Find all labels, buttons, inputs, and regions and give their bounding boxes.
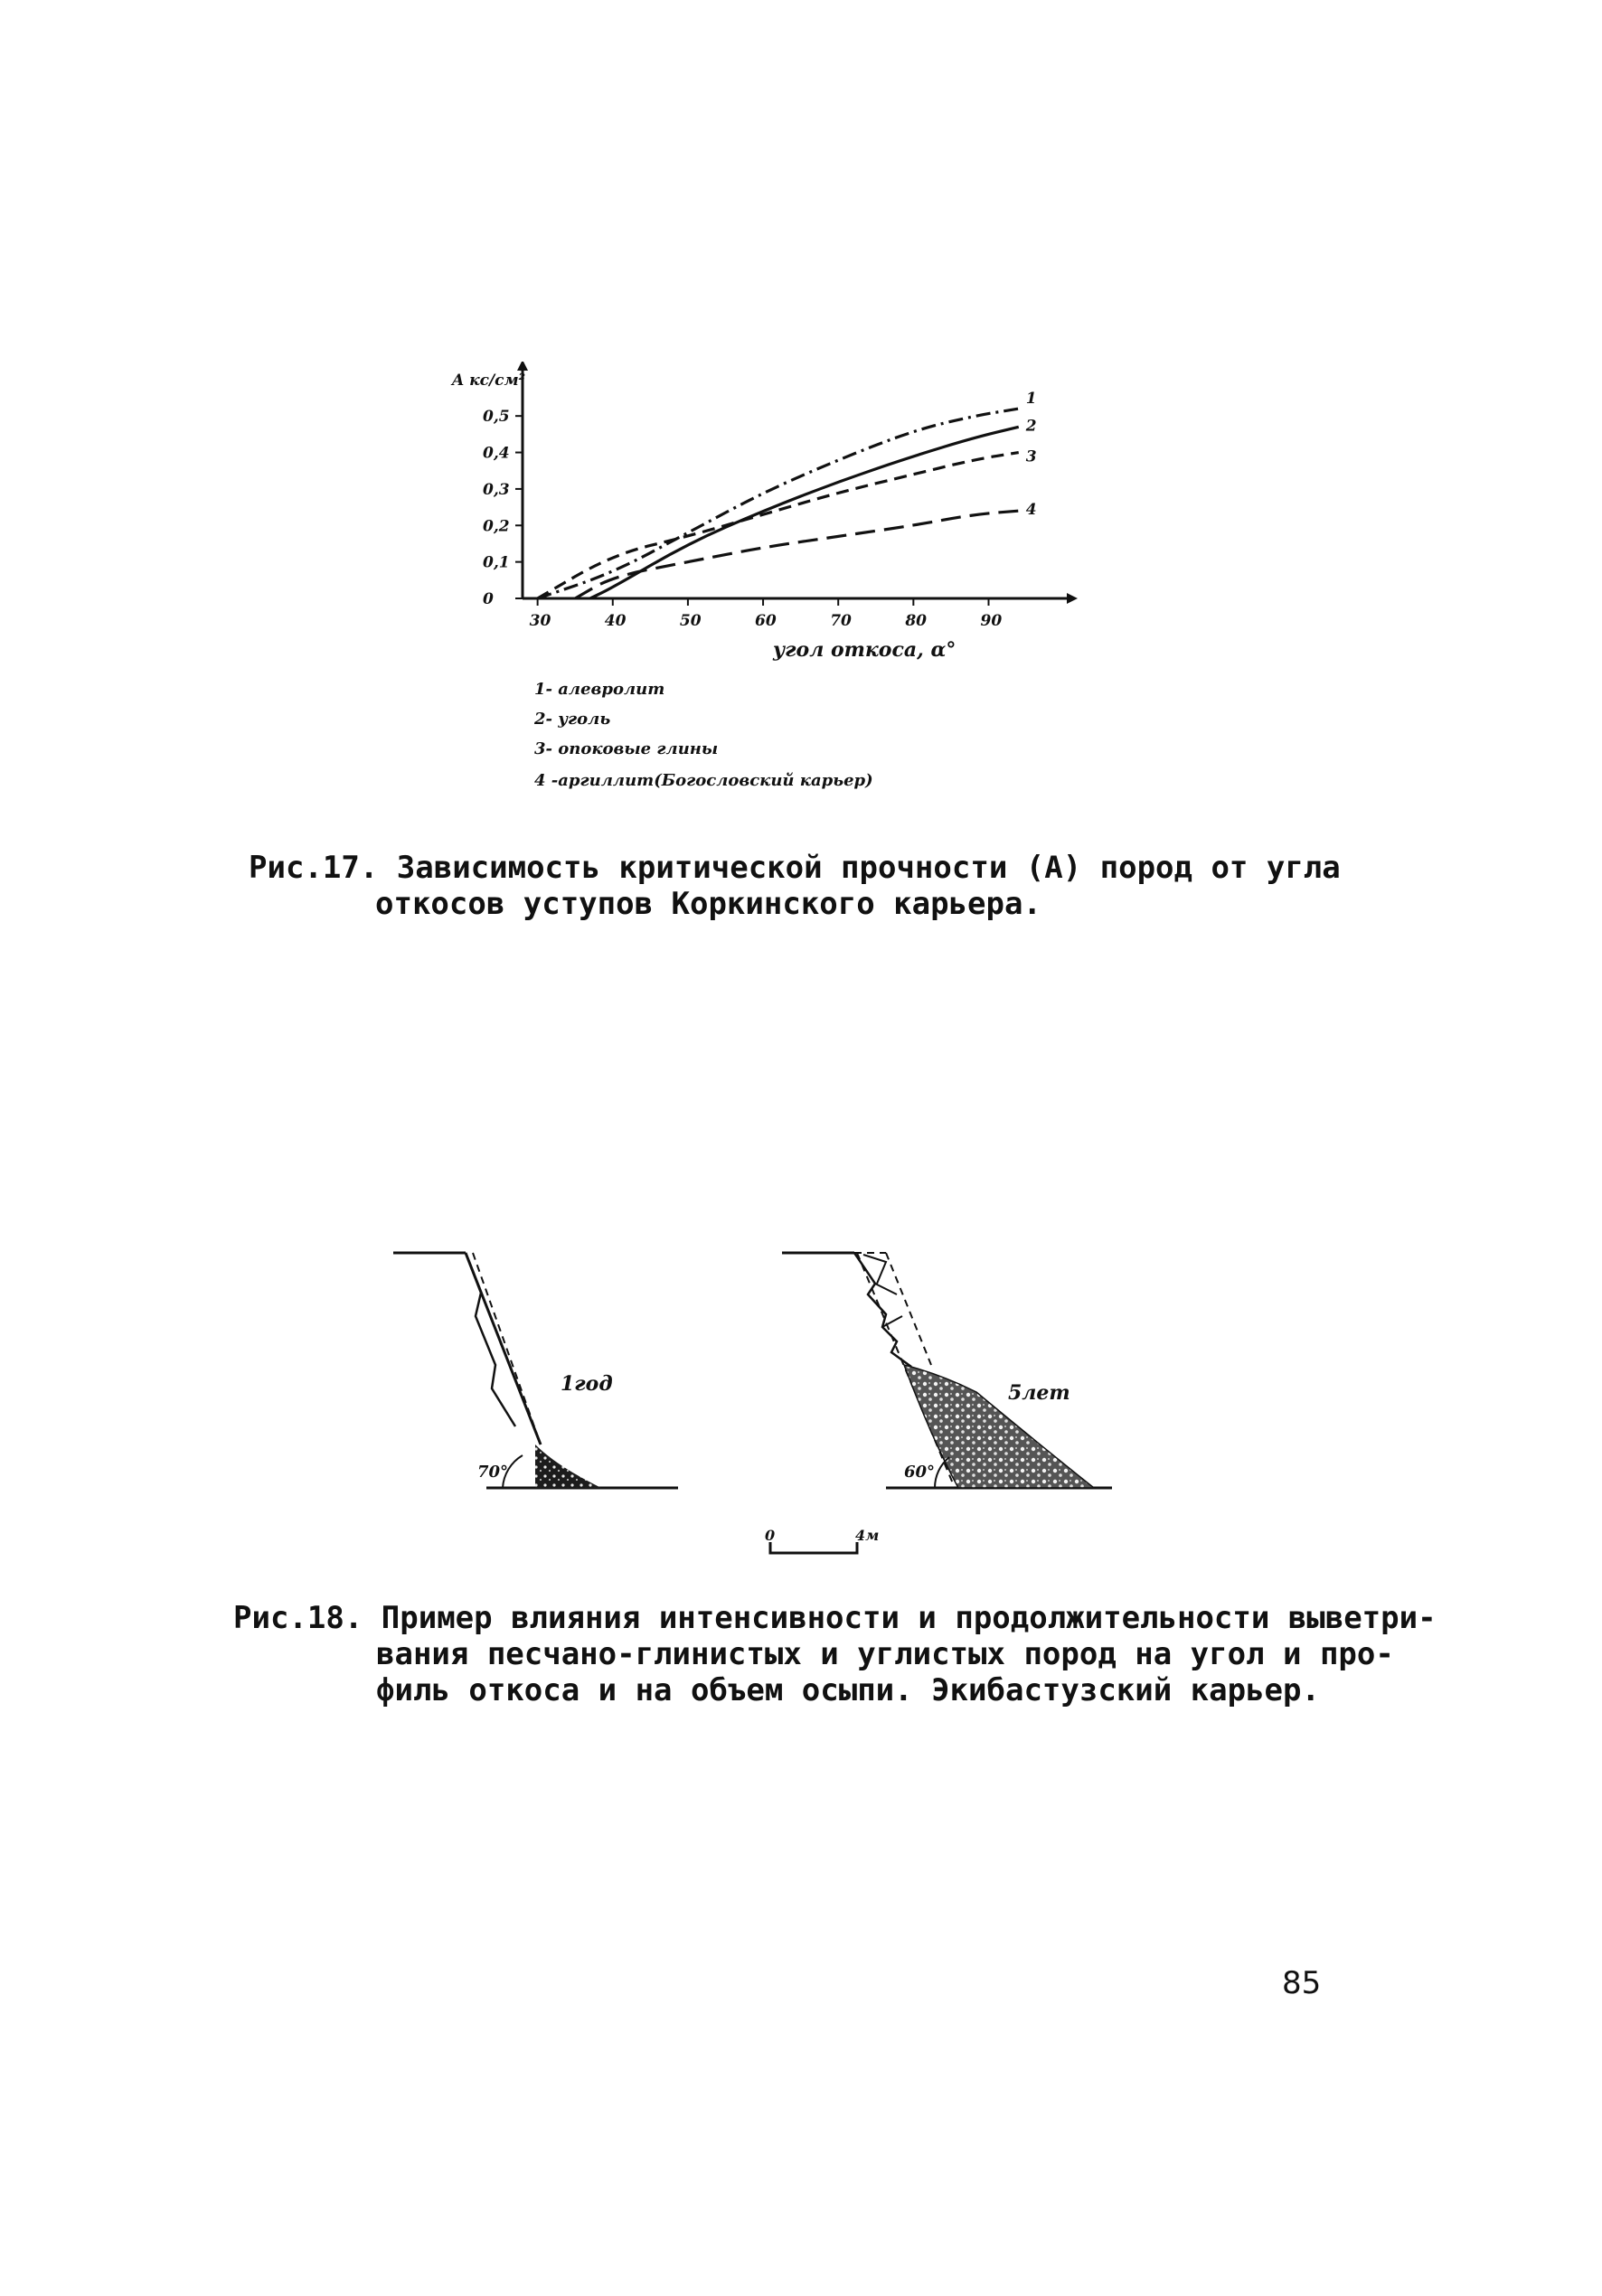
x-tick-label: 30 xyxy=(529,612,551,630)
y-tick-label: 0,5 xyxy=(483,408,510,427)
x-tick-label: 60 xyxy=(755,612,777,630)
caption-label: Рис.18. xyxy=(233,1600,363,1636)
legend-item: 3- опоковые глины xyxy=(534,739,719,758)
weathered-zone xyxy=(466,1253,515,1426)
caption-line: Пример влияния интенсивности и продолжительности выветри- xyxy=(381,1600,1437,1636)
series-label-4: 4 xyxy=(1025,501,1037,520)
scale-end-label: 4м xyxy=(855,1527,880,1544)
scale-start-label: 0 xyxy=(765,1527,776,1544)
x-tick-label: 70 xyxy=(830,612,852,630)
series-line-2 xyxy=(590,427,1019,598)
angle-label: 70° xyxy=(477,1463,509,1482)
legend-item: 2- уголь xyxy=(534,710,611,729)
series-label-1: 1 xyxy=(1025,390,1037,409)
figure-18-diagram xyxy=(380,1229,1175,1573)
caption-line: Зависимость критической прочности (А) пород от угла xyxy=(396,850,1341,886)
x-tick-label: 40 xyxy=(604,612,627,630)
y-tick-label: 0,4 xyxy=(483,444,510,463)
y-tick-label: 0,2 xyxy=(483,517,510,536)
y-axis-label: A кс/см² xyxy=(452,372,526,390)
caption-label: Рис.17. xyxy=(249,850,379,886)
caption-line: филь откоса и на объем осыпи. Экибастузский карьер. xyxy=(376,1672,1320,1708)
series-line-3 xyxy=(538,453,1019,598)
y-tick-label: 0,1 xyxy=(483,553,510,572)
page-number: 85 xyxy=(1282,1965,1322,2001)
legend-item: 1- алевролит xyxy=(534,680,665,699)
slope-5-years xyxy=(782,1253,1112,1488)
x-tick-label: 80 xyxy=(905,612,928,630)
scale-bar xyxy=(765,1527,879,1553)
series-label-2: 2 xyxy=(1025,417,1037,436)
y-axis-arrow xyxy=(517,362,528,371)
figure-18-caption xyxy=(233,1600,1437,1708)
y-tick-label: 0 xyxy=(483,590,494,608)
caption-line: откосов уступов Коркинского карьера. xyxy=(375,886,1041,922)
series-line-4 xyxy=(575,511,1019,598)
legend-item: 4 -аргиллит(Богословский карьер) xyxy=(534,771,873,790)
x-axis-arrow xyxy=(1067,593,1078,604)
series-line-1 xyxy=(538,409,1019,598)
x-tick-label: 50 xyxy=(679,612,702,630)
x-axis-title: угол откоса, α° xyxy=(773,638,956,662)
x-tick-label: 90 xyxy=(980,612,1003,630)
y-tick-label: 0,3 xyxy=(483,480,510,499)
series-lines xyxy=(538,390,1037,598)
series-label-3: 3 xyxy=(1025,447,1037,466)
time-label: 1год xyxy=(561,1372,613,1396)
angle-label: 60° xyxy=(904,1463,936,1482)
figure-17-chart xyxy=(434,362,1085,814)
scree-pile xyxy=(535,1444,601,1488)
slope-1-year xyxy=(393,1253,678,1488)
caption-line: вания песчано-глинистых и углистых пород на угол и про- xyxy=(376,1636,1394,1672)
figure-17-caption xyxy=(249,850,1379,922)
time-label: 5лет xyxy=(1008,1381,1070,1405)
